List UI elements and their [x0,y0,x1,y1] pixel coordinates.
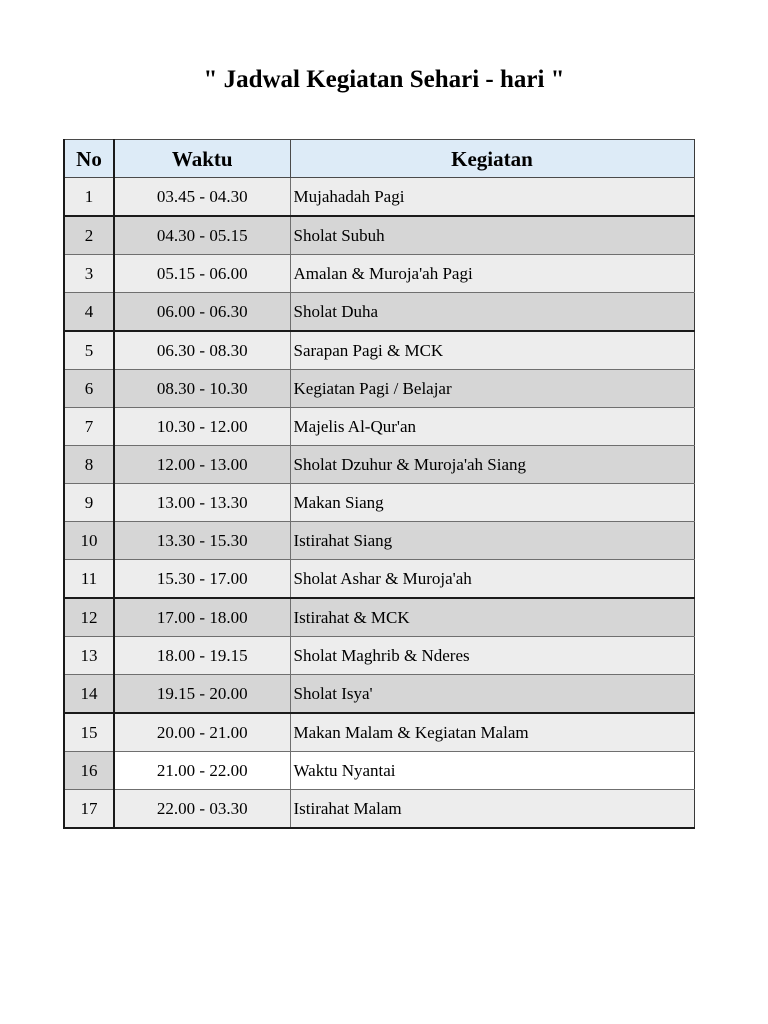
row-number: 8 [64,446,114,484]
row-number: 11 [64,560,114,599]
row-time: 06.30 - 08.30 [114,331,290,370]
column-header-kegiatan: Kegiatan [290,140,694,178]
column-header-no: No [64,140,114,178]
row-time: 15.30 - 17.00 [114,560,290,599]
row-number: 14 [64,675,114,714]
row-time: 04.30 - 05.15 [114,216,290,255]
table-row [64,713,694,752]
row-time: 18.00 - 19.15 [114,637,290,675]
row-activity: Sarapan Pagi & MCK [290,331,694,370]
row-number: 10 [64,522,114,560]
row-activity: Sholat Maghrib & Nderes [290,637,694,675]
column-header-waktu: Waktu [114,140,290,178]
row-time: 12.00 - 13.00 [114,446,290,484]
row-time: 19.15 - 20.00 [114,675,290,714]
row-activity: Sholat Subuh [290,216,694,255]
table-row [64,446,694,484]
table-row [64,216,694,255]
row-activity: Istirahat Siang [290,522,694,560]
row-number: 6 [64,370,114,408]
row-activity: Waktu Nyantai [290,752,694,790]
row-number: 12 [64,598,114,637]
table-row [64,637,694,675]
row-number: 17 [64,790,114,829]
row-activity: Majelis Al-Qur'an [290,408,694,446]
schedule-table [63,139,695,829]
table-row [64,752,694,790]
table-row [64,293,694,332]
table-row [64,484,694,522]
row-time: 03.45 - 04.30 [114,178,290,217]
page-title: " Jadwal Kegiatan Sehari - hari " [203,66,565,93]
row-number: 16 [64,752,114,790]
table-row [64,408,694,446]
row-time: 20.00 - 21.00 [114,713,290,752]
table-row [64,522,694,560]
row-number: 2 [64,216,114,255]
table-row [64,178,694,217]
row-time: 06.00 - 06.30 [114,293,290,332]
table-row [64,790,694,829]
row-time: 13.00 - 13.30 [114,484,290,522]
row-time: 13.30 - 15.30 [114,522,290,560]
row-activity: Mujahadah Pagi [290,178,694,217]
table-row [64,331,694,370]
table-row [64,598,694,637]
row-number: 15 [64,713,114,752]
row-number: 5 [64,331,114,370]
row-number: 9 [64,484,114,522]
row-activity: Sholat Ashar & Muroja'ah [290,560,694,599]
row-time: 05.15 - 06.00 [114,255,290,293]
table-row [64,370,694,408]
table-row [64,255,694,293]
table-header-row [64,140,694,178]
row-time: 22.00 - 03.30 [114,790,290,829]
row-time: 10.30 - 12.00 [114,408,290,446]
row-time: 21.00 - 22.00 [114,752,290,790]
row-number: 3 [64,255,114,293]
table-row [64,675,694,714]
row-number: 7 [64,408,114,446]
row-activity: Makan Siang [290,484,694,522]
row-activity: Makan Malam & Kegiatan Malam [290,713,694,752]
row-activity: Sholat Duha [290,293,694,332]
row-activity: Istirahat Malam [290,790,694,829]
row-activity: Istirahat & MCK [290,598,694,637]
row-activity: Sholat Isya' [290,675,694,714]
row-number: 4 [64,293,114,332]
row-time: 08.30 - 10.30 [114,370,290,408]
row-number: 1 [64,178,114,217]
row-activity: Amalan & Muroja'ah Pagi [290,255,694,293]
row-activity: Kegiatan Pagi / Belajar [290,370,694,408]
row-number: 13 [64,637,114,675]
row-time: 17.00 - 18.00 [114,598,290,637]
row-activity: Sholat Dzuhur & Muroja'ah Siang [290,446,694,484]
table-row [64,560,694,599]
